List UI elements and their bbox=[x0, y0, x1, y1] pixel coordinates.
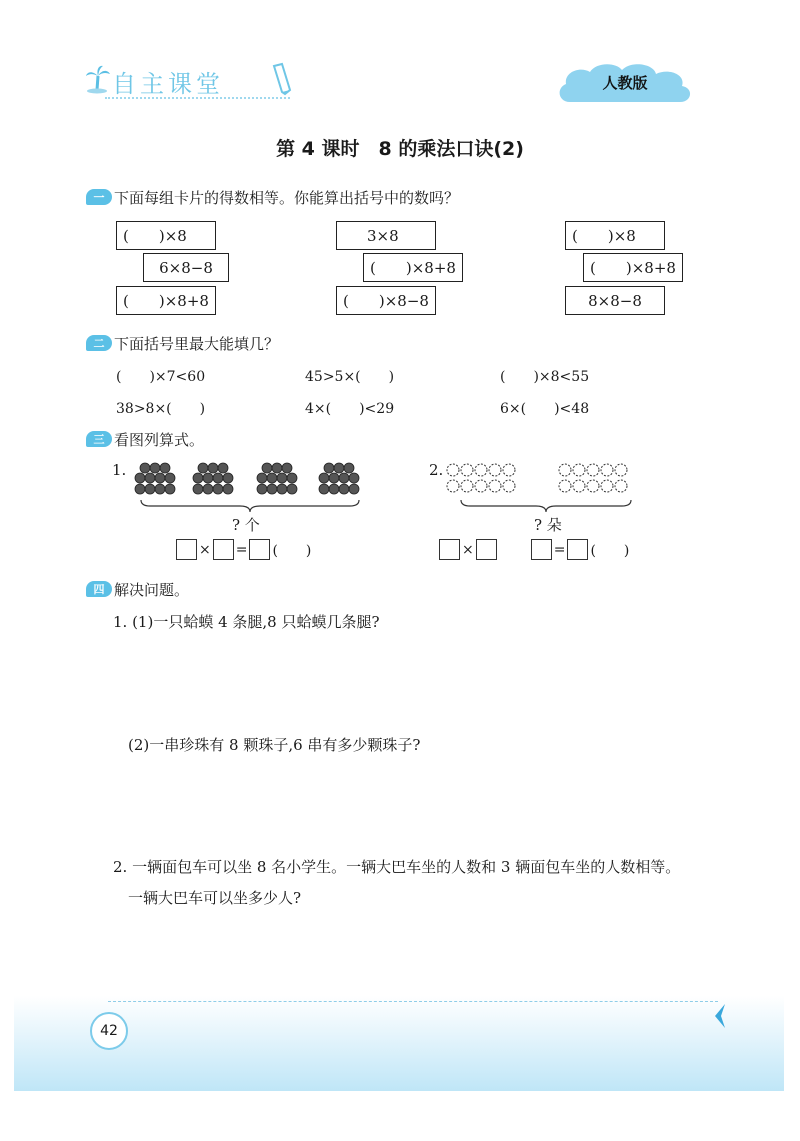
section-title: 下面每组卡片的得数相等。你能算出括号中的数吗？ bbox=[114, 188, 460, 207]
card: ( )×8+8 bbox=[116, 286, 216, 315]
section-number-badge: 四 bbox=[86, 581, 112, 597]
card: ( )×8 bbox=[116, 221, 216, 250]
page-number: 42 bbox=[90, 1012, 128, 1050]
inequality: ( )×8<55 bbox=[500, 369, 590, 385]
card: ( )×8 bbox=[565, 221, 665, 250]
brace bbox=[140, 498, 360, 512]
picture-number: 1. bbox=[112, 461, 127, 479]
page-title: 第 4 课时 8 的乘法口诀(2) bbox=[276, 138, 524, 160]
section-title: 解决问题。 bbox=[114, 580, 190, 599]
section-4-header bbox=[86, 578, 189, 600]
picture-number: 2. bbox=[429, 461, 444, 479]
card: 6×8−8 bbox=[143, 253, 229, 282]
answer-box[interactable] bbox=[176, 539, 197, 560]
question-label: ? 朵 bbox=[534, 516, 562, 534]
answer-box[interactable] bbox=[249, 539, 270, 560]
answer-box[interactable] bbox=[476, 539, 497, 560]
section-1-header bbox=[86, 186, 459, 208]
problem-text: 一辆大巴车可以坐多少人? bbox=[128, 889, 302, 907]
answer-box[interactable] bbox=[531, 539, 552, 560]
footer-band bbox=[14, 996, 784, 1091]
card: 3×8 bbox=[336, 221, 436, 250]
answer-box[interactable] bbox=[439, 539, 460, 560]
card: 8×8−8 bbox=[565, 286, 665, 315]
equation-row: × = ( ) bbox=[439, 539, 631, 560]
edition-label: 人教版 bbox=[602, 74, 648, 92]
section-number-badge: 三 bbox=[86, 431, 112, 447]
palm-tree-icon bbox=[84, 64, 112, 94]
inequality: 45>5×( ) bbox=[305, 369, 395, 385]
section-number-badge: 一 bbox=[86, 189, 112, 205]
inequality: 4×( )<29 bbox=[305, 401, 395, 417]
flower-groups bbox=[445, 462, 635, 498]
problem-text: 1. (1)一只蛤蟆 4 条腿,8 只蛤蟆几条腿? bbox=[113, 613, 380, 631]
pencil-icon bbox=[268, 62, 294, 96]
answer-box[interactable] bbox=[213, 539, 234, 560]
section-number-badge: 二 bbox=[86, 335, 112, 351]
card: ( )×8+8 bbox=[583, 253, 683, 282]
section-title: 看图列算式。 bbox=[114, 430, 205, 449]
pumpkin-groups bbox=[133, 460, 363, 498]
inequality: ( )×7<60 bbox=[116, 369, 206, 385]
inequality: 6×( )<48 bbox=[500, 401, 590, 417]
section-3-header bbox=[86, 428, 204, 450]
brace bbox=[460, 498, 632, 512]
card: ( )×8+8 bbox=[363, 253, 463, 282]
brand-title: 自主课堂 bbox=[112, 70, 224, 98]
section-2-header bbox=[86, 332, 279, 354]
problem-text: 2. 一辆面包车可以坐 8 名小学生。一辆大巴车坐的人数和 3 辆面包车坐的人数相等。 bbox=[113, 858, 681, 876]
inequality: 38>8×( ) bbox=[116, 401, 206, 417]
card: ( )×8−8 bbox=[336, 286, 436, 315]
question-label: ? 个 bbox=[232, 516, 260, 534]
section-title: 下面括号里最大能填几？ bbox=[114, 334, 280, 353]
answer-box[interactable] bbox=[567, 539, 588, 560]
chevron-left-icon bbox=[712, 1002, 728, 1030]
equation-row: × = ( ) bbox=[176, 539, 313, 560]
header-divider bbox=[105, 97, 290, 99]
problem-text: (2)一串珍珠有 8 颗珠子,6 串有多少颗珠子? bbox=[128, 736, 421, 754]
footer-divider bbox=[108, 1001, 718, 1002]
